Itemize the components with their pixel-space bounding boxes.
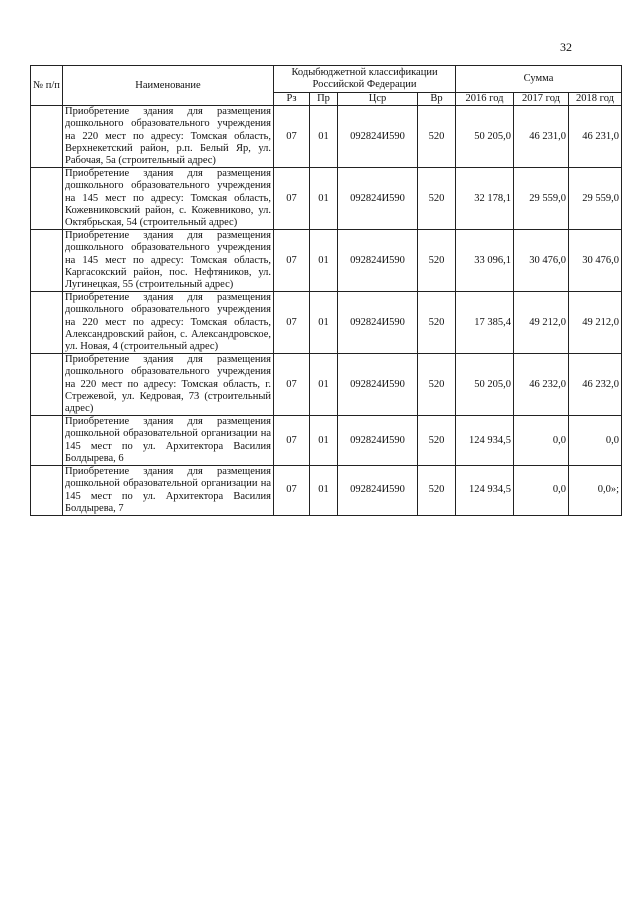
row-csr: 092824И590 <box>338 466 418 516</box>
row-sum-2018: 49 212,0 <box>569 292 622 354</box>
row-sum-2017: 46 231,0 <box>514 106 569 168</box>
row-vr: 520 <box>418 416 456 466</box>
row-rz: 07 <box>274 106 310 168</box>
row-sum-2018: 46 231,0 <box>569 106 622 168</box>
row-rz: 07 <box>274 354 310 416</box>
header-2016: 2016 год <box>456 93 514 106</box>
row-sum-2018: 0,0 <box>569 416 622 466</box>
table-row <box>31 168 622 230</box>
header-codes: Кодыбюджетной классификации Российской Федерации <box>274 66 456 93</box>
row-vr: 520 <box>418 168 456 230</box>
row-vr: 520 <box>418 230 456 292</box>
row-sum-2016: 17 385,4 <box>456 292 514 354</box>
row-rz: 07 <box>274 292 310 354</box>
table-row <box>31 106 622 168</box>
row-pr: 01 <box>310 416 338 466</box>
row-num <box>31 168 63 230</box>
row-name: Приобретение здания для размещения дошкольного образовательного учреждения на 145 мест по адресу: Томская область, Кожевниковский район, с. Кожевниково, ул. Октябрьская, 54 (строительный адрес) <box>63 168 274 230</box>
row-sum-2016: 33 096,1 <box>456 230 514 292</box>
row-sum-2018: 30 476,0 <box>569 230 622 292</box>
row-sum-2016: 50 205,0 <box>456 106 514 168</box>
header-2017: 2017 год <box>514 93 569 106</box>
row-sum-2016: 124 934,5 <box>456 466 514 516</box>
row-num <box>31 354 63 416</box>
row-sum-2017: 49 212,0 <box>514 292 569 354</box>
row-num <box>31 230 63 292</box>
row-vr: 520 <box>418 354 456 416</box>
row-num <box>31 416 63 466</box>
row-num <box>31 292 63 354</box>
header-num: № п/п <box>31 66 63 106</box>
row-pr: 01 <box>310 292 338 354</box>
header-vr: Вр <box>418 93 456 106</box>
header-rz: Рз <box>274 93 310 106</box>
row-sum-2017: 30 476,0 <box>514 230 569 292</box>
page-number: 32 <box>560 40 572 54</box>
row-csr: 092824И590 <box>338 168 418 230</box>
row-pr: 01 <box>310 106 338 168</box>
header-csr: Цср <box>338 93 418 106</box>
row-csr: 092824И590 <box>338 354 418 416</box>
row-sum-2016: 124 934,5 <box>456 416 514 466</box>
row-sum-2016: 32 178,1 <box>456 168 514 230</box>
table-row <box>31 354 622 416</box>
table-row <box>31 230 622 292</box>
row-sum-2017: 0,0 <box>514 416 569 466</box>
row-rz: 07 <box>274 168 310 230</box>
header-name: Наименование <box>63 66 274 106</box>
row-sum-2018: 0,0»; <box>569 466 622 516</box>
row-sum-2018: 29 559,0 <box>569 168 622 230</box>
row-name: Приобретение здания для размещения дошкольной образовательной организации на 145 мест по ул. Архитектора Василия Болдырева, 7 <box>63 466 274 516</box>
row-name: Приобретение здания для размещения дошкольного образовательного учреждения на 220 мест по адресу: Томская область, г. Стрежевой, ул. Кедровая, 73 (строительный адрес) <box>63 354 274 416</box>
table-row <box>31 292 622 354</box>
table-row <box>31 466 622 516</box>
row-csr: 092824И590 <box>338 416 418 466</box>
row-csr: 092824И590 <box>338 292 418 354</box>
row-vr: 520 <box>418 292 456 354</box>
row-sum-2018: 46 232,0 <box>569 354 622 416</box>
row-sum-2017: 29 559,0 <box>514 168 569 230</box>
row-csr: 092824И590 <box>338 230 418 292</box>
header-sum: Сумма <box>456 66 622 93</box>
row-name: Приобретение здания для размещения дошкольной образовательной организации на 145 мест по ул. Архитектора Василия Болдырева, 6 <box>63 416 274 466</box>
row-vr: 520 <box>418 106 456 168</box>
table-header-row <box>31 66 622 93</box>
budget-table <box>30 65 622 516</box>
row-pr: 01 <box>310 168 338 230</box>
row-rz: 07 <box>274 416 310 466</box>
row-name: Приобретение здания для размещения дошкольного образовательного учреждения на 220 мест по адресу: Томская область, Александровский район, с. Александровское, ул. Новая, 4 (строительный адрес) <box>63 292 274 354</box>
row-num <box>31 106 63 168</box>
row-csr: 092824И590 <box>338 106 418 168</box>
row-rz: 07 <box>274 230 310 292</box>
row-vr: 520 <box>418 466 456 516</box>
row-pr: 01 <box>310 466 338 516</box>
row-sum-2017: 0,0 <box>514 466 569 516</box>
row-pr: 01 <box>310 354 338 416</box>
row-name: Приобретение здания для размещения дошкольного образовательного учреждения на 220 мест по адресу: Томская область, Верхнекетский район, р.п. Белый Яр, ул. Рабочая, 5а (строительный адрес) <box>63 106 274 168</box>
row-sum-2016: 50 205,0 <box>456 354 514 416</box>
row-name: Приобретение здания для размещения дошкольного образовательного учреждения на 145 мест по адресу: Томская область, Каргасокский район, пос. Нефтяников, ул. Лугинецкая, 55 (строительный адрес) <box>63 230 274 292</box>
row-sum-2017: 46 232,0 <box>514 354 569 416</box>
table-row <box>31 416 622 466</box>
row-rz: 07 <box>274 466 310 516</box>
row-pr: 01 <box>310 230 338 292</box>
header-pr: Пр <box>310 93 338 106</box>
header-2018: 2018 год <box>569 93 622 106</box>
row-num <box>31 466 63 516</box>
